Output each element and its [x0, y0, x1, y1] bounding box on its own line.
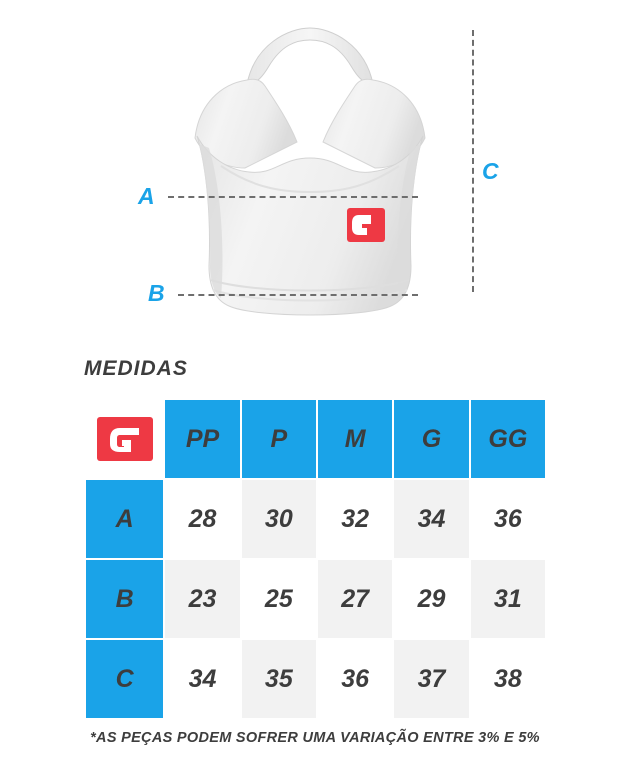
measure-line-b — [178, 294, 418, 296]
cell-c-pp: 34 — [164, 639, 240, 719]
sports-bra-image — [185, 18, 435, 330]
cell-c-g: 37 — [393, 639, 469, 719]
size-table-wrapper — [84, 398, 547, 720]
g-logo-icon — [97, 417, 153, 461]
cell-c-m: 36 — [317, 639, 393, 719]
row-label-a: A — [85, 479, 164, 559]
cell-b-m: 27 — [317, 559, 393, 639]
sports-bra-graphic — [185, 18, 435, 330]
table-row — [85, 639, 546, 719]
size-table — [84, 398, 547, 720]
variation-footnote: *AS PEÇAS PODEM SOFRER UMA VARIAÇÃO ENTRE 3% E 5% — [90, 730, 540, 746]
brand-logo-cell — [85, 399, 164, 479]
column-header-pp: PP — [164, 399, 240, 479]
cell-a-m: 32 — [317, 479, 393, 559]
cell-a-pp: 28 — [164, 479, 240, 559]
row-label-b: B — [85, 559, 164, 639]
table-row — [85, 559, 546, 639]
cell-b-g: 29 — [393, 559, 469, 639]
cell-b-pp: 23 — [164, 559, 240, 639]
column-header-gg: GG — [470, 399, 546, 479]
cell-a-g: 34 — [393, 479, 469, 559]
measure-label-a: A — [138, 183, 155, 209]
product-illustration — [0, 0, 630, 345]
g-logo-icon — [347, 208, 385, 242]
table-row — [85, 479, 546, 559]
row-label-c: C — [85, 639, 164, 719]
cell-b-p: 25 — [241, 559, 317, 639]
column-header-p: P — [241, 399, 317, 479]
column-header-m: M — [317, 399, 393, 479]
measure-label-b: B — [148, 280, 165, 306]
measure-label-c: C — [482, 158, 499, 184]
cell-b-gg: 31 — [470, 559, 546, 639]
measure-line-c — [472, 30, 474, 292]
cell-c-gg: 38 — [470, 639, 546, 719]
cell-a-gg: 36 — [470, 479, 546, 559]
measure-line-a — [168, 196, 418, 198]
page-title: MEDIDAS — [84, 357, 188, 380]
table-header-row — [85, 399, 546, 479]
column-header-g: G — [393, 399, 469, 479]
cell-c-p: 35 — [241, 639, 317, 719]
cell-a-p: 30 — [241, 479, 317, 559]
